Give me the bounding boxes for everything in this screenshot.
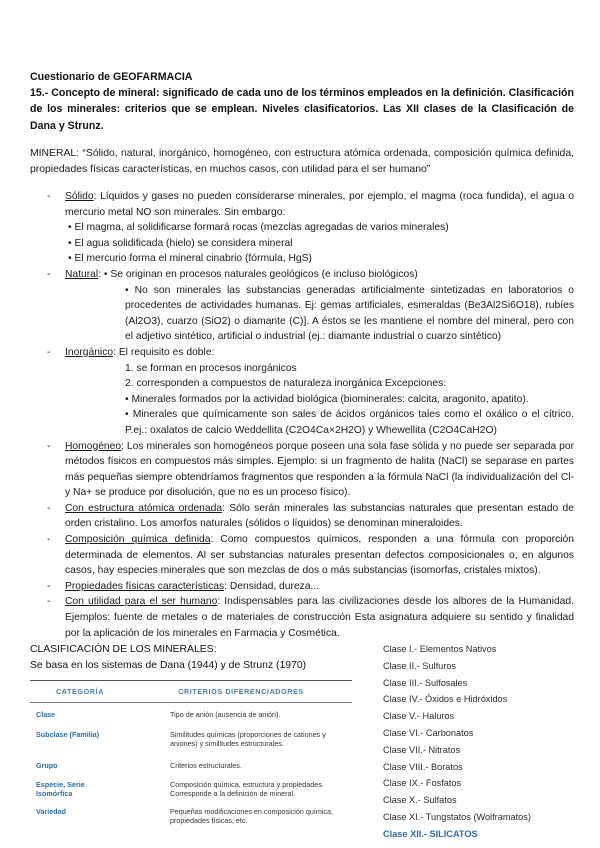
- document-title: Cuestionario de GEOFARMACIA: [30, 71, 193, 83]
- term-name: Homogéneo: [65, 440, 122, 452]
- term-text: : Los minerales son homogéneos porque poseen una sola fase sólida y no puede ser separada por métodos físicos en compuestos más simples. Ejemplo: si un fragmento de halita (NaCl) se separase en partes más pequeñas siempre obtendríamos fragmentos que responden a la fórmula NaCl (la individualización del Cl- y Na+ se produce por disolución, que no es un proceso físico).: [65, 440, 574, 499]
- table-row: [30, 761, 352, 780]
- list-dash: -: [47, 191, 51, 202]
- mineral-definition: MINERAL: “Sólido, natural, inorgánico, homogéneo, con estructura atómica ordenada, composición química definida, propiedades físicas características, en muchos casos, con utilidad para el ser humano”: [30, 148, 574, 175]
- row-criteria: Similitudes químicas (proporciones de cationes y aniones) y similitudes estructurales.: [170, 730, 326, 748]
- categories-table: [30, 680, 352, 831]
- term-text: : Como compuestos químicos, responden a una fórmula con proporción determinada de elementos. Al ser substancias naturales presentan defectos composicionales o, en algunos casos, hay especies minerales que son mezclas de dos o más substancias (isomorfas, cristales mixtos).: [65, 534, 574, 577]
- term-solido: [47, 189, 574, 267]
- term-text: : Líquidos y gases no pueden considerarse minerales, por ejemplo, el magma (roca fundida), el agua o mercurio metal NO son minerales. Sin embargo:: [65, 191, 574, 218]
- term-text: : Indispensables para las civilizaciones desde los albores de la Humanidad. Ejemplos: fuente de metales o de materiales de construcción Esta asignatura adquiere su sentido y finalidad por la aplicación de los minerales en Farmacia y Cosmética.: [65, 596, 574, 639]
- list-dash: -: [47, 502, 51, 514]
- term-composicion: [47, 532, 574, 579]
- header-category: CATEGORÍA: [56, 687, 104, 696]
- class-item: Clase IV.- Óxidos e Hidróxidos: [383, 694, 508, 705]
- term-homogeneo: [47, 439, 574, 501]
- term-bullet: • El mercurio forma el mineral cinabrio (fórmula, HgS): [68, 253, 312, 265]
- term-name: Con estructura atómica ordenada: [65, 502, 223, 514]
- term-utilidad: [47, 594, 574, 641]
- terms-list: [47, 189, 574, 641]
- classification-subtitle: Se basa en los sistemas de Dana (1944) y de Strunz (1970): [30, 660, 307, 671]
- row-category: Grupo: [36, 761, 58, 770]
- class-item: Clase VI.- Carbonatos: [383, 727, 474, 738]
- class-item: Clase III.- Sulfosales: [383, 677, 468, 688]
- term-item: 1. se forman en procesos inorgánicos: [125, 362, 297, 374]
- term-item: • Minerales formados por la actividad biológica (biominerales: calcita, aragonito, apatito).: [125, 393, 529, 405]
- term-name: Composición química definida: [65, 534, 211, 546]
- list-dash: -: [47, 440, 51, 452]
- term-bullet: • No son minerales las substancias generadas artificialmente sintetizadas en laboratorios o procedentes de actividades humanas. Ej: gemas artificiales, esmeraldas (Be3Al2Si6O18), rubíes (Al2O3), cuarzo (SiO2) o diamante (C)]. A éstos se les mantiene el nombre del mineral, pero con el adjetivo sintético, artificial o industrial (ej.: diamante industrial o cuarzo sintético): [125, 284, 574, 343]
- list-dash: -: [47, 346, 51, 358]
- term-name: Propiedades físicas características: [65, 580, 225, 592]
- term-text: : • Se originan en procesos naturales geológicos (e incluso biológicos): [98, 268, 418, 280]
- row-category: Subclase (Familia): [36, 730, 100, 739]
- class-item: Clase XI.- Tungstatos (Wolframatos): [383, 811, 531, 822]
- list-dash: -: [47, 580, 51, 592]
- term-estructura: [47, 501, 574, 532]
- row-criteria: Tipo de anión (ausencia de anión).: [170, 710, 281, 719]
- class-item: Clase II.- Sulfuros: [383, 660, 457, 671]
- term-natural: [47, 267, 574, 345]
- table-row: [30, 807, 352, 831]
- list-dash: -: [47, 596, 51, 608]
- term-item: • Minerales que químicamente son sales de ácidos orgánicos tales como el oxálico o el cítrico. P.ej.: oxalatos de calcio Weddellita (C2O4Ca×2H2O) y Whewellita (C2O4CaH2O): [125, 409, 574, 436]
- row-criteria: Criterios estructurales.: [170, 761, 242, 770]
- term-name: Sólido: [65, 191, 94, 202]
- row-category: Variedad: [36, 807, 66, 816]
- term-name: Inorgánico: [65, 346, 114, 358]
- table-header: [30, 681, 352, 703]
- class-item: Clase VIII.- Boratos: [383, 761, 463, 772]
- row-criteria: Pequeñas modificaciones en composición química, propiedades físicas, etc.: [170, 807, 334, 825]
- term-bullet: • El agua solidificada (hielo) se considera mineral: [68, 237, 293, 249]
- class-item: Clase IX.- Fosfatos: [383, 778, 462, 789]
- table-row: [30, 780, 352, 807]
- list-dash: -: [47, 268, 51, 280]
- classification-title: CLASIFICACIÓN DE LOS MINERALES:: [30, 644, 217, 655]
- term-bullet: • El magma, al solidificarse formará rocas (mezclas agregadas de varios minerales): [68, 222, 449, 234]
- header-criteria: CRITERIOS DIFERENCIADORES: [178, 687, 304, 696]
- class-item: Clase X.- Sulfatos: [383, 795, 457, 806]
- term-name: Natural: [65, 268, 99, 280]
- question-heading: 15.- Concepto de mineral: significado de cada uno de los términos empleados en la definición. Clasificación de los minerales: criterios que se emplean. Niveles clasificatorios. Las XII clases de la Clasificación de Dana y Strunz.: [30, 87, 574, 132]
- row-category: Especie, Serie Isomórfica: [36, 780, 85, 798]
- term-propiedades: [47, 579, 574, 595]
- term-text: : El requisito es doble:: [113, 346, 215, 358]
- table-row: [30, 730, 352, 761]
- table-row: [30, 710, 352, 730]
- dana-strunz-classes: [383, 641, 583, 843]
- class-item: Clase V.- Haluros: [383, 711, 455, 722]
- term-inorganico: [47, 345, 574, 439]
- term-text: : Densidad, dureza...: [224, 580, 320, 592]
- term-text: : Sólo serán minerales las substancias naturales que presentan estado de orden cristalino. Los amorfos naturales (sólidos o líquidos) se denominan mineraloides.: [65, 502, 575, 530]
- class-item-silicatos: Clase XII.- SILICATOS: [383, 828, 478, 839]
- term-item: 2. corresponden a compuestos de naturaleza inorgánica Excepciones:: [125, 378, 447, 390]
- term-name: Con utilidad para el ser humano: [65, 596, 218, 608]
- row-category: Clase: [36, 710, 56, 719]
- class-item: Clase I.- Elementos Nativos: [383, 644, 497, 654]
- class-item: Clase VII.- Nitratos: [383, 744, 461, 755]
- list-dash: -: [47, 534, 51, 546]
- row-criteria: Composición química, estructura y propiedades. Corresponde a la definición de mineral.: [170, 780, 324, 798]
